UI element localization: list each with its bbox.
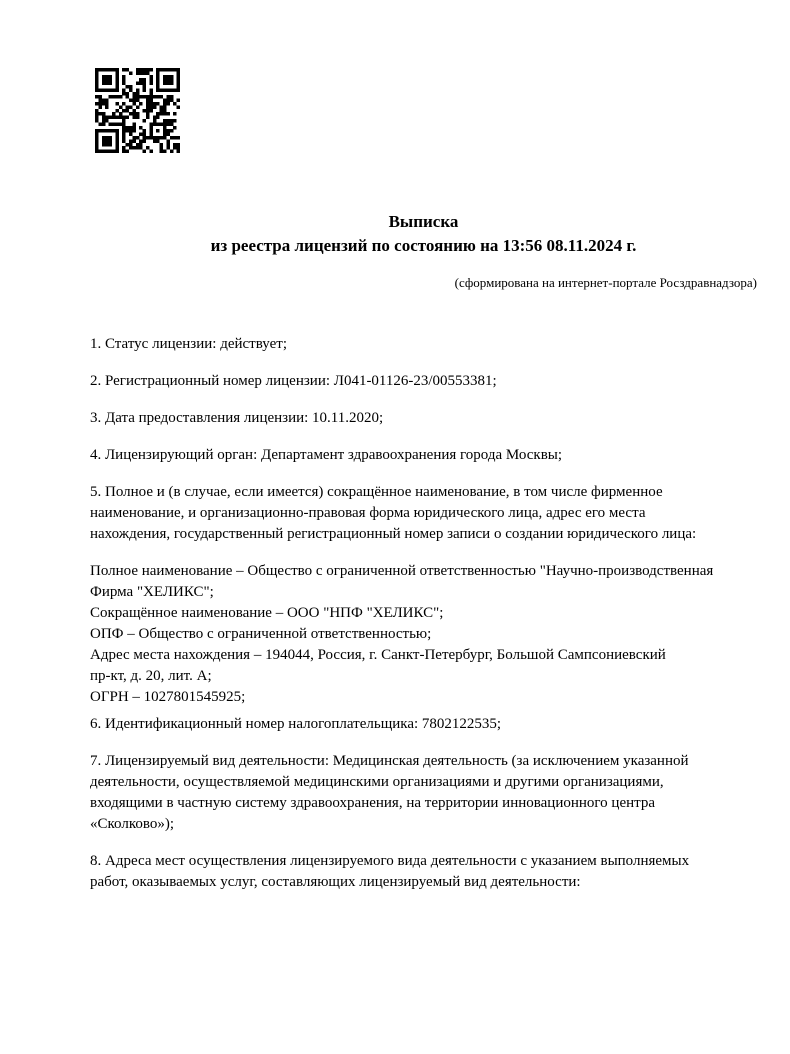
text-line: наименование, и организационно-правовая форма юридического лица, адрес его места (90, 505, 646, 521)
paragraph-activity-addresses (90, 851, 785, 893)
paragraph-license-status (90, 334, 785, 355)
document-body (90, 334, 785, 909)
text-line: ОГРН – 1027801545925; (90, 689, 246, 705)
text-line: работ, оказываемых услуг, составляющих лицензируемый вид деятельности: (90, 874, 581, 890)
text-line: пр-кт, д. 20, лит. А; (90, 668, 212, 684)
paragraph-grant-date (90, 408, 785, 429)
paragraph-licensed-activity (90, 751, 785, 835)
text-line: ОПФ – Общество с ограниченной ответственностью; (90, 626, 432, 642)
title-line-2: из реестра лицензий по состоянию на 13:56 08.11.2024 г. (210, 236, 637, 255)
text-line: 6. Идентификационный номер налогоплательщика: 7802122535; (90, 716, 502, 732)
text-line: 2. Регистрационный номер лицензии: Л041-01126-23/00553381; (90, 373, 497, 389)
text-line: входящими в частную систему здравоохранения, на территории инновационного центра (90, 795, 656, 811)
text-line: 4. Лицензирующий орган: Департамент здравоохранения города Москвы; (90, 447, 563, 463)
paragraph-licensing-authority (90, 445, 785, 466)
title-line-1: Выписка (388, 212, 459, 231)
text-line: нахождения, государственный регистрационный номер записи о создании юридического лица: (90, 526, 697, 542)
text-line: Сокращённое наименование – ООО "НПФ "ХЕЛИКС"; (90, 605, 444, 621)
text-line: 5. Полное и (в случае, если имеется) сокращённое наименование, в том числе фирменное (90, 484, 663, 500)
formation-note: (сформирована на интернет-портале Росздравнадзора) (454, 275, 757, 290)
text-line: деятельности, осуществляемой медицинскими организациями и другими организациями, (90, 774, 664, 790)
paragraph-registration-number (90, 371, 785, 392)
text-line: Фирма "ХЕЛИКС"; (90, 584, 214, 600)
text-line: 8. Адреса мест осуществления лицензируемого вида деятельности с указанием выполняемых (90, 853, 690, 869)
text-line: 1. Статус лицензии: действует; (90, 336, 287, 352)
qr-code-icon (95, 68, 180, 153)
document-title (90, 210, 757, 258)
text-line: «Сколково»); (90, 816, 174, 832)
text-line: Адрес места нахождения – 194044, Россия, г. Санкт-Петербург, Большой Сампсониевский (90, 647, 666, 663)
paragraph-item5-intro (90, 482, 785, 545)
text-line: 3. Дата предоставления лицензии: 10.11.2020; (90, 410, 384, 426)
text-line: 7. Лицензируемый вид деятельности: Медицинская деятельность (за исключением указанной (90, 753, 689, 769)
paragraph-organization-details (90, 561, 785, 708)
text-line: Полное наименование – Общество с ограниченной ответственностью "Научно-производственная (90, 563, 714, 579)
paragraph-taxpayer-number (90, 714, 785, 735)
